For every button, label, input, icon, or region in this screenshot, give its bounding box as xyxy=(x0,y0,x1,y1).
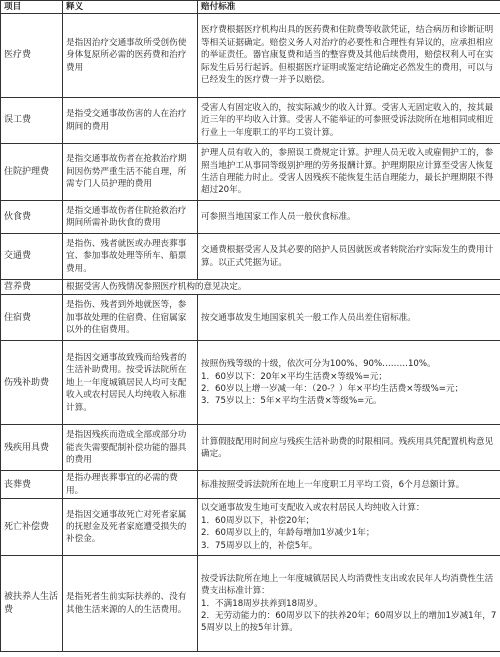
standard-line: 1．60岁以下：20年×平均生活费×等级%=元； xyxy=(201,371,388,382)
standard-line: 护理人员有收入的，参照误工费规定计算。护理人员无收入或雇佣护工的，参照当地护工从事同等级别护理的劳务报酬计算。护理期限应计算至受害人恢复生活自理能力时止。受害人因残疾不能恢复生活自理能力，最长护理期限不得超过20年。 xyxy=(201,148,494,196)
item-standard xyxy=(198,425,500,471)
table-row xyxy=(1,556,500,652)
item-description: 是指交通事故伤者在抢救治疗期间因伤势严重生活不能自理，所需专门人员护理的费用 xyxy=(63,144,198,201)
item-name: 营养费 xyxy=(1,280,63,295)
item-standard xyxy=(198,98,500,144)
standard-line: 2．60岁以上增一岁减一年：（20-？）年×平均生活费×等级%=元； xyxy=(201,383,464,394)
standard-line: 医疗费根据医疗机构出具的医药费和住院费等收款凭证，结合病历和诊断证明等相关证据确定。赔偿义务人对治疗的必要性和合理性有异议的，应承担相应的举证责任。器官康复费和适当的整容费及其他后续费用，赔偿权利人可在实际发生后另行起诉。但根据医疗证明或鉴定结论确定必然发生的费用，可以与已经发生的医疗费一并予以赔偿。 xyxy=(201,25,494,86)
table-row xyxy=(1,425,500,471)
table-row xyxy=(1,471,500,499)
item-description: 是指伤、残者到外地就医等，参加事故处理的住宿费、住宿属家以外的住宿费用。 xyxy=(63,295,198,341)
item-description: 是指交通事故伤者住院抢救治疗期间所需补助伙食的费用 xyxy=(63,201,198,234)
item-description: 是指死者生前实际扶养的、没有其他生活来源的人的生活费用。 xyxy=(63,556,198,652)
table-row xyxy=(1,295,500,341)
item-standard xyxy=(198,556,500,652)
item-name: 住宿费 xyxy=(1,295,63,341)
item-description: 是指办理丧葬事宜的必需的费用。 xyxy=(63,471,198,499)
item-name: 被扶养人生活费 xyxy=(1,556,63,652)
standard-line: 交通费根据受害人及其必要的陪护人员因就医或者转院治疗实际发生的费用计算。以正式凭据为证。 xyxy=(201,245,494,268)
item-standard xyxy=(198,295,500,341)
item-description: 是指因交通事故死亡对死者家属的抚慰金及死者家庭遭受损失的补偿金。 xyxy=(63,499,198,556)
item-description: 根据受害人伤残情况参照医疗机构的意见决定。 xyxy=(63,280,500,295)
standard-line: 2．无劳动能力的：60周岁以下的扶养20年；60周岁以上的增加1岁减1年，75周岁以上的按5年计算。 xyxy=(201,610,497,634)
standard-line: 1．不满18周岁扶养到18周岁。 xyxy=(201,598,323,609)
item-description: 是指受交通事故伤害的人在治疗期间的费用 xyxy=(63,98,198,144)
table-body xyxy=(1,14,500,652)
table-row xyxy=(1,234,500,280)
table-row xyxy=(1,201,500,234)
table-row xyxy=(1,98,500,144)
item-description: 是指因残疾而造成全部或部分功能丧失需要配制补偿功能的器具的费用 xyxy=(63,425,198,471)
item-description: 是指因治疗交通事故所受创伤使身体复原所必需的医药费和治疗费用 xyxy=(63,14,198,98)
header-standard: 赔付标准 xyxy=(198,1,500,14)
item-name: 交通费 xyxy=(1,234,63,280)
item-name: 残疾用具费 xyxy=(1,425,63,471)
item-standard xyxy=(198,14,500,98)
standard-line: 受害人有固定收入的，按实际减少的收入计算。受害人无固定收入的，按其最近三年的平均收入计算。受害人不能举证的可参照受诉法院所在地相同或相近行业上一年度职工的平均工资计算。 xyxy=(201,102,494,138)
item-standard xyxy=(198,471,500,499)
item-standard xyxy=(198,234,500,280)
table-row xyxy=(1,144,500,201)
header-item: 项目 xyxy=(1,1,63,14)
item-name: 医疗费 xyxy=(1,14,63,98)
table-row xyxy=(1,341,500,425)
item-standard xyxy=(198,341,500,425)
standard-line: 按照伤残等级的十级，依次可分为100%、90%………10%。 xyxy=(201,359,436,370)
standard-line: 以交通事故发生地可支配收入或农村居民人均纯收入计算： xyxy=(201,503,425,514)
standard-line: 标准按照受诉法院所在地上一年度职工月平均工资，6个月总额计算。 xyxy=(201,479,465,490)
item-name: 误工费 xyxy=(1,98,63,144)
item-description: 是指伤、残者就医或办理丧葬事宜、参加事故处理等所车、船票费用。 xyxy=(63,234,198,280)
item-name: 住院护理费 xyxy=(1,144,63,201)
standard-line: 按交通事故发生地国家机关一般工作人员出差住宿标准。 xyxy=(201,312,416,323)
standard-line: 1．60周岁以下，补偿20年； xyxy=(201,515,315,526)
item-standard xyxy=(198,144,500,201)
standard-line: 可参照当地国家工作人员一般伙食标准。 xyxy=(201,211,356,222)
standard-line: 计算假肢配用时间应与残疾生活补助费的时限相同。残疾用具凭配置机构意见确定。 xyxy=(201,436,494,459)
table-row xyxy=(1,499,500,556)
item-description: 是指因交通事故致残而给残者的生活补助费用。按受诉法院所在地上一年度城镇居民人均可支配收入或农村居民人均纯收入标准计算。 xyxy=(63,341,198,425)
standard-line: 2．60周岁以上的，年龄每增加1岁减少1年； xyxy=(201,528,375,539)
item-name: 死亡补偿费 xyxy=(1,499,63,556)
table-row xyxy=(1,14,500,98)
item-name: 伤残补助费 xyxy=(1,341,63,425)
standard-line: 按受诉法院所在地上一年度城镇居民人均消费性支出或农民年人均消费性生活费支出标准计算： xyxy=(201,573,494,597)
standard-line: 3．75周岁以上的，补偿5年。 xyxy=(201,540,318,551)
header-description: 释义 xyxy=(63,1,198,14)
table-header-row xyxy=(1,1,500,14)
standard-line: 3．75岁以上：5年×平均生活费×等级%=元。 xyxy=(201,396,382,407)
item-name: 伙食费 xyxy=(1,201,63,234)
item-name: 丧葬费 xyxy=(1,471,63,499)
item-standard xyxy=(198,201,500,234)
item-standard xyxy=(198,499,500,556)
table-row xyxy=(1,280,500,295)
